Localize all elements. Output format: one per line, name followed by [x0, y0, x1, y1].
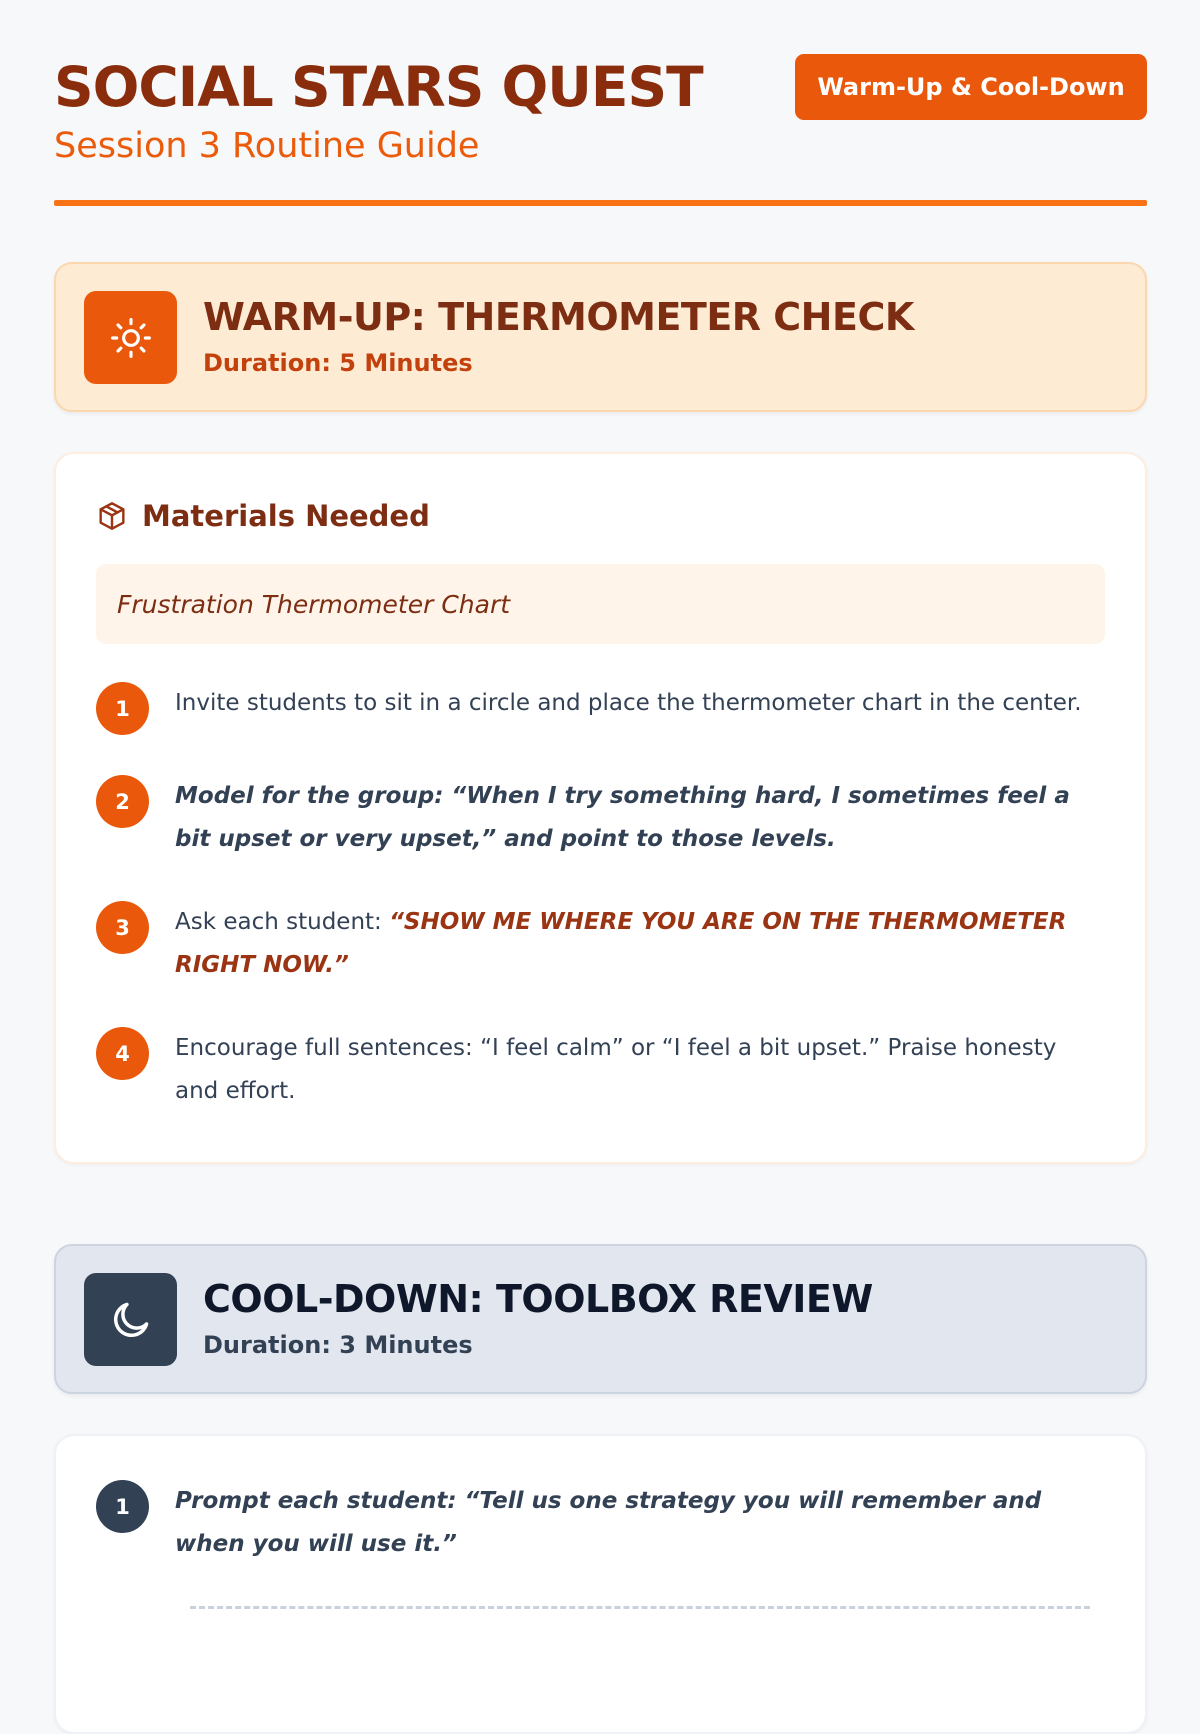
cooldown-title: COOL-DOWN: TOOLBOX REVIEW	[203, 1277, 873, 1321]
warmup-steps	[96, 682, 1105, 1113]
warmup-banner	[54, 262, 1147, 412]
warmup-step	[96, 682, 1105, 735]
step-prefix: Ask each student:	[175, 909, 390, 935]
moon-icon	[84, 1273, 177, 1366]
warmup-card	[54, 452, 1147, 1164]
warmup-step	[96, 1027, 1105, 1113]
materials-header	[96, 496, 1105, 536]
warmup-step	[96, 901, 1105, 987]
materials-value: Frustration Thermometer Chart	[96, 564, 1105, 644]
cooldown-duration: Duration: 3 Minutes	[203, 1331, 473, 1359]
step-text: Prompt each student: “Tell us one strategy you will remember and when you will use it.”	[175, 1488, 1042, 1557]
cooldown-step	[96, 1480, 1105, 1566]
sun-icon	[84, 291, 177, 384]
package-icon	[96, 500, 128, 532]
step-text	[175, 901, 1105, 987]
step-quote: “SHOW ME WHERE YOU ARE ON THE THERMOMETER RIGHT NOW.”	[175, 909, 1067, 978]
step-divider	[190, 1606, 1090, 1609]
step-text: Invite students to sit in a circle and place the thermometer chart in the center.	[175, 690, 1082, 716]
materials-title: Materials Needed	[142, 499, 430, 533]
step-number-badge: 1	[96, 1480, 149, 1533]
routine-type-button[interactable]: Warm-Up & Cool-Down	[795, 54, 1147, 120]
header-divider	[54, 200, 1147, 206]
page-title: SOCIAL STARS QUEST	[54, 55, 703, 119]
step-number-badge: 3	[96, 901, 149, 954]
step-text: Model for the group: “When I try something hard, I sometimes feel a bit upset or very upset,” and point to those levels.	[175, 783, 1070, 852]
page-subtitle: Session 3 Routine Guide	[54, 126, 480, 166]
cooldown-steps	[96, 1480, 1105, 1566]
step-number-badge: 4	[96, 1027, 149, 1080]
warmup-title: WARM-UP: THERMOMETER CHECK	[203, 295, 914, 339]
cooldown-banner	[54, 1244, 1147, 1394]
step-number-badge: 2	[96, 775, 149, 828]
step-text: Encourage full sentences: “I feel calm” or “I feel a bit upset.” Praise honesty and effort.	[175, 1035, 1057, 1104]
routine-guide-page	[54, 54, 1147, 1734]
cooldown-card	[54, 1434, 1147, 1734]
warmup-step	[96, 775, 1105, 861]
warmup-duration: Duration: 5 Minutes	[203, 349, 473, 377]
step-number-badge: 1	[96, 682, 149, 735]
page-header	[54, 54, 1147, 208]
